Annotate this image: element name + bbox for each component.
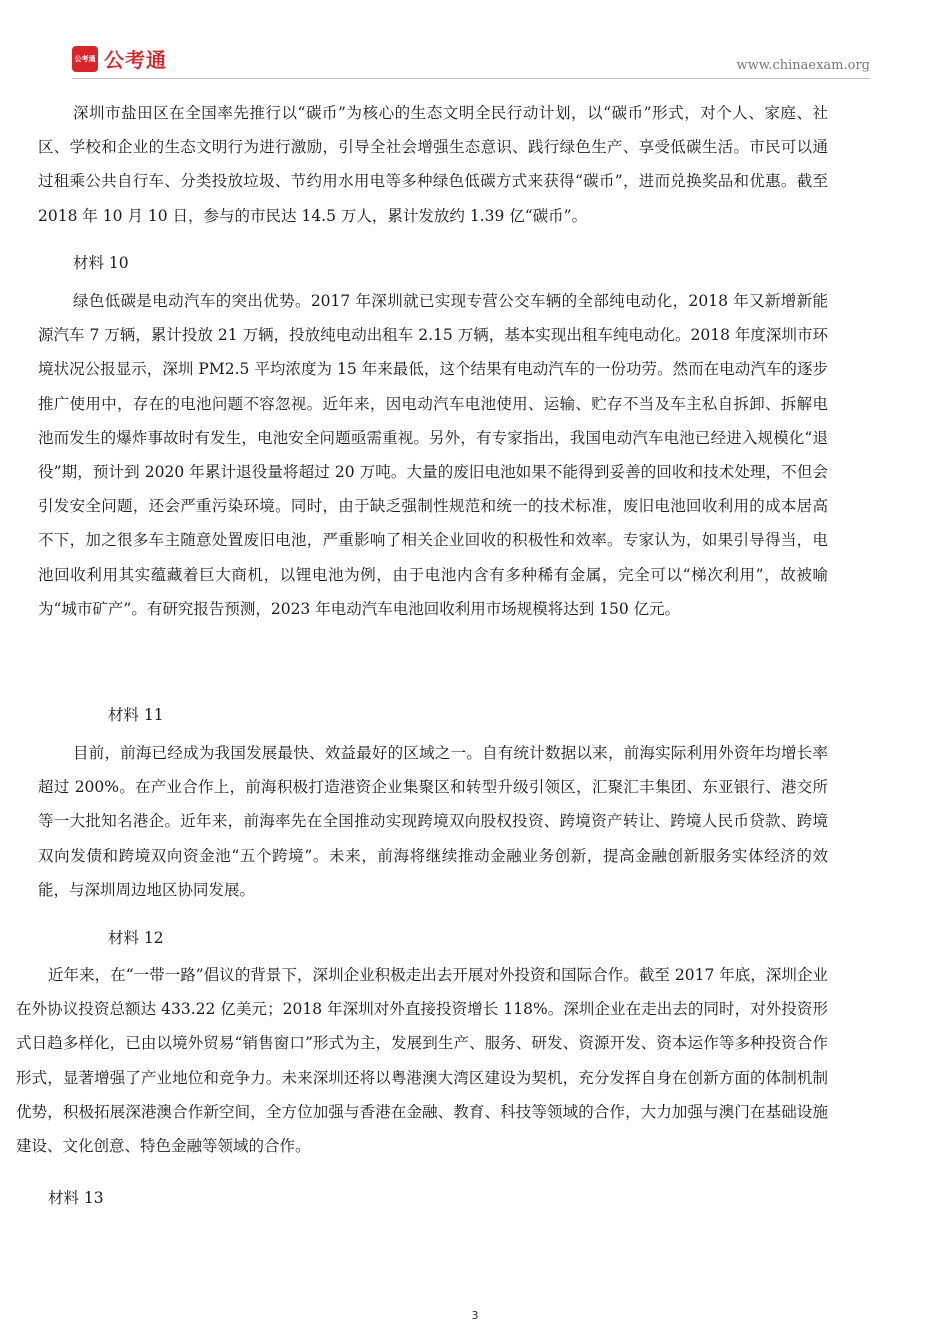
- paragraph-material-11: 目前，前海已经成为我国发展最快、效益最好的区域之一。自有统计数据以来，前海实际利用外资年均增长率超过 200%。在产业合作上，前海积极打造港资企业集聚区和转型升级引领区，汇聚汇丰集团、东亚银行、港交所等一大批知名港企。近年来，前海率先在全国推动实现跨境双向股权投资、跨境资产转让、跨境人民币贷款、跨境双向发债和跨境双向资金池“五个跨境”。未来，前海将继续推动金融业务创新，提高金融创新服务实体经济的效能，与深圳周边地区协同发展。: [38, 744, 828, 899]
- heading-material-12: 材料 12: [108, 929, 164, 947]
- heading-material-13: 材料 13: [48, 1189, 104, 1207]
- logo-badge-icon: 公考通: [72, 46, 98, 72]
- logo: [72, 44, 167, 73]
- paragraph-material-9: 深圳市盐田区在全国率先推行以“碳币”为核心的生态文明全民行动计划，以“碳币”形式，对个人、家庭、社区、学校和企业的生态文明行为进行激励，引导全社会增强生态意识、践行绿色生产、享受低碳生活。市民可以通过租乘公共自行车、分类投放垃圾、节约用水用电等多种绿色低碳方式来获得“碳币”，进而兑换奖品和优惠。截至 2018 年 10 月 10 日，参与的市民达 14.5 万人，累计发放约 1.39 亿“碳币”。: [38, 104, 828, 225]
- heading-material-10: 材料 10: [73, 254, 129, 272]
- page-number: 3: [471, 1309, 479, 1322]
- page-header: [0, 0, 950, 82]
- heading-material-11: 材料 11: [108, 706, 164, 724]
- logo-text: 公考通: [104, 48, 167, 72]
- paragraph-material-12: 近年来，在“一带一路”倡议的背景下，深圳企业积极走出去开展对外投资和国际合作。截至 2017 年底，深圳企业在外协议投资总额达 433.22 亿美元；2018 年深圳对外直接投资增长 118%。深圳企业在走出去的同时，对外投资形式日趋多样化，已由以境外贸易“销售窗口”形式为主，发展到生产、服务、研发、资源开发、资本运作等多种投资合作形式，显著增强了产业地位和竞争力。未来深圳还将以粤港澳大湾区建设为契机，充分发挥自身在创新方面的体制机制优势，积极拓展深港澳合作新空间，全方位加强与香港在金融、教育、科技等领域的合作，大力加强与澳门在基础设施建设、文化创意、特色金融等领域的合作。: [16, 966, 828, 1156]
- site-url[interactable]: www.chinaexam.org: [736, 58, 870, 73]
- header-divider: [72, 78, 870, 79]
- paragraph-material-10: 绿色低碳是电动汽车的突出优势。2017 年深圳就已实现专营公交车辆的全部纯电动化，2018 年又新增新能源汽车 7 万辆，累计投放 21 万辆，投放纯电动出租车 2.15 万辆，基本实现出租车纯电动化。2018 年度深圳市环境状况公报显示，深圳 PM2.5 平均浓度为 15 年来最低，这个结果有电动汽车的一份功劳。然而在电动汽车的逐步推广使用中，存在的电池问题不容忽视。近年来，因电动汽车电池使用、运输、贮存不当及车主私自拆卸、拆解电池而发生的爆炸事故时有发生，电池安全问题亟需重视。另外，有专家指出，我国电动汽车电池已经进入规模化“退役”期，预计到 2020 年累计退役量将超过 20 万吨。大量的废旧电池如果不能得到妥善的回收和技术处理，不但会引发安全问题，还会严重污染环境。同时，由于缺乏强制性规范和统一的技术标准，废旧电池回收利用的成本居高不下，加之很多车主随意处置废旧电池，严重影响了相关企业回收的积极性和效率。专家认为，如果引导得当，电池回收利用其实蕴藏着巨大商机，以锂电池为例，由于电池内含有多种稀有金属，完全可以“梯次利用”，故被喻为“城市矿产”。有研究报告预测，2023 年电动汽车电池回收利用市场规模将达到 150 亿元。: [38, 292, 828, 618]
